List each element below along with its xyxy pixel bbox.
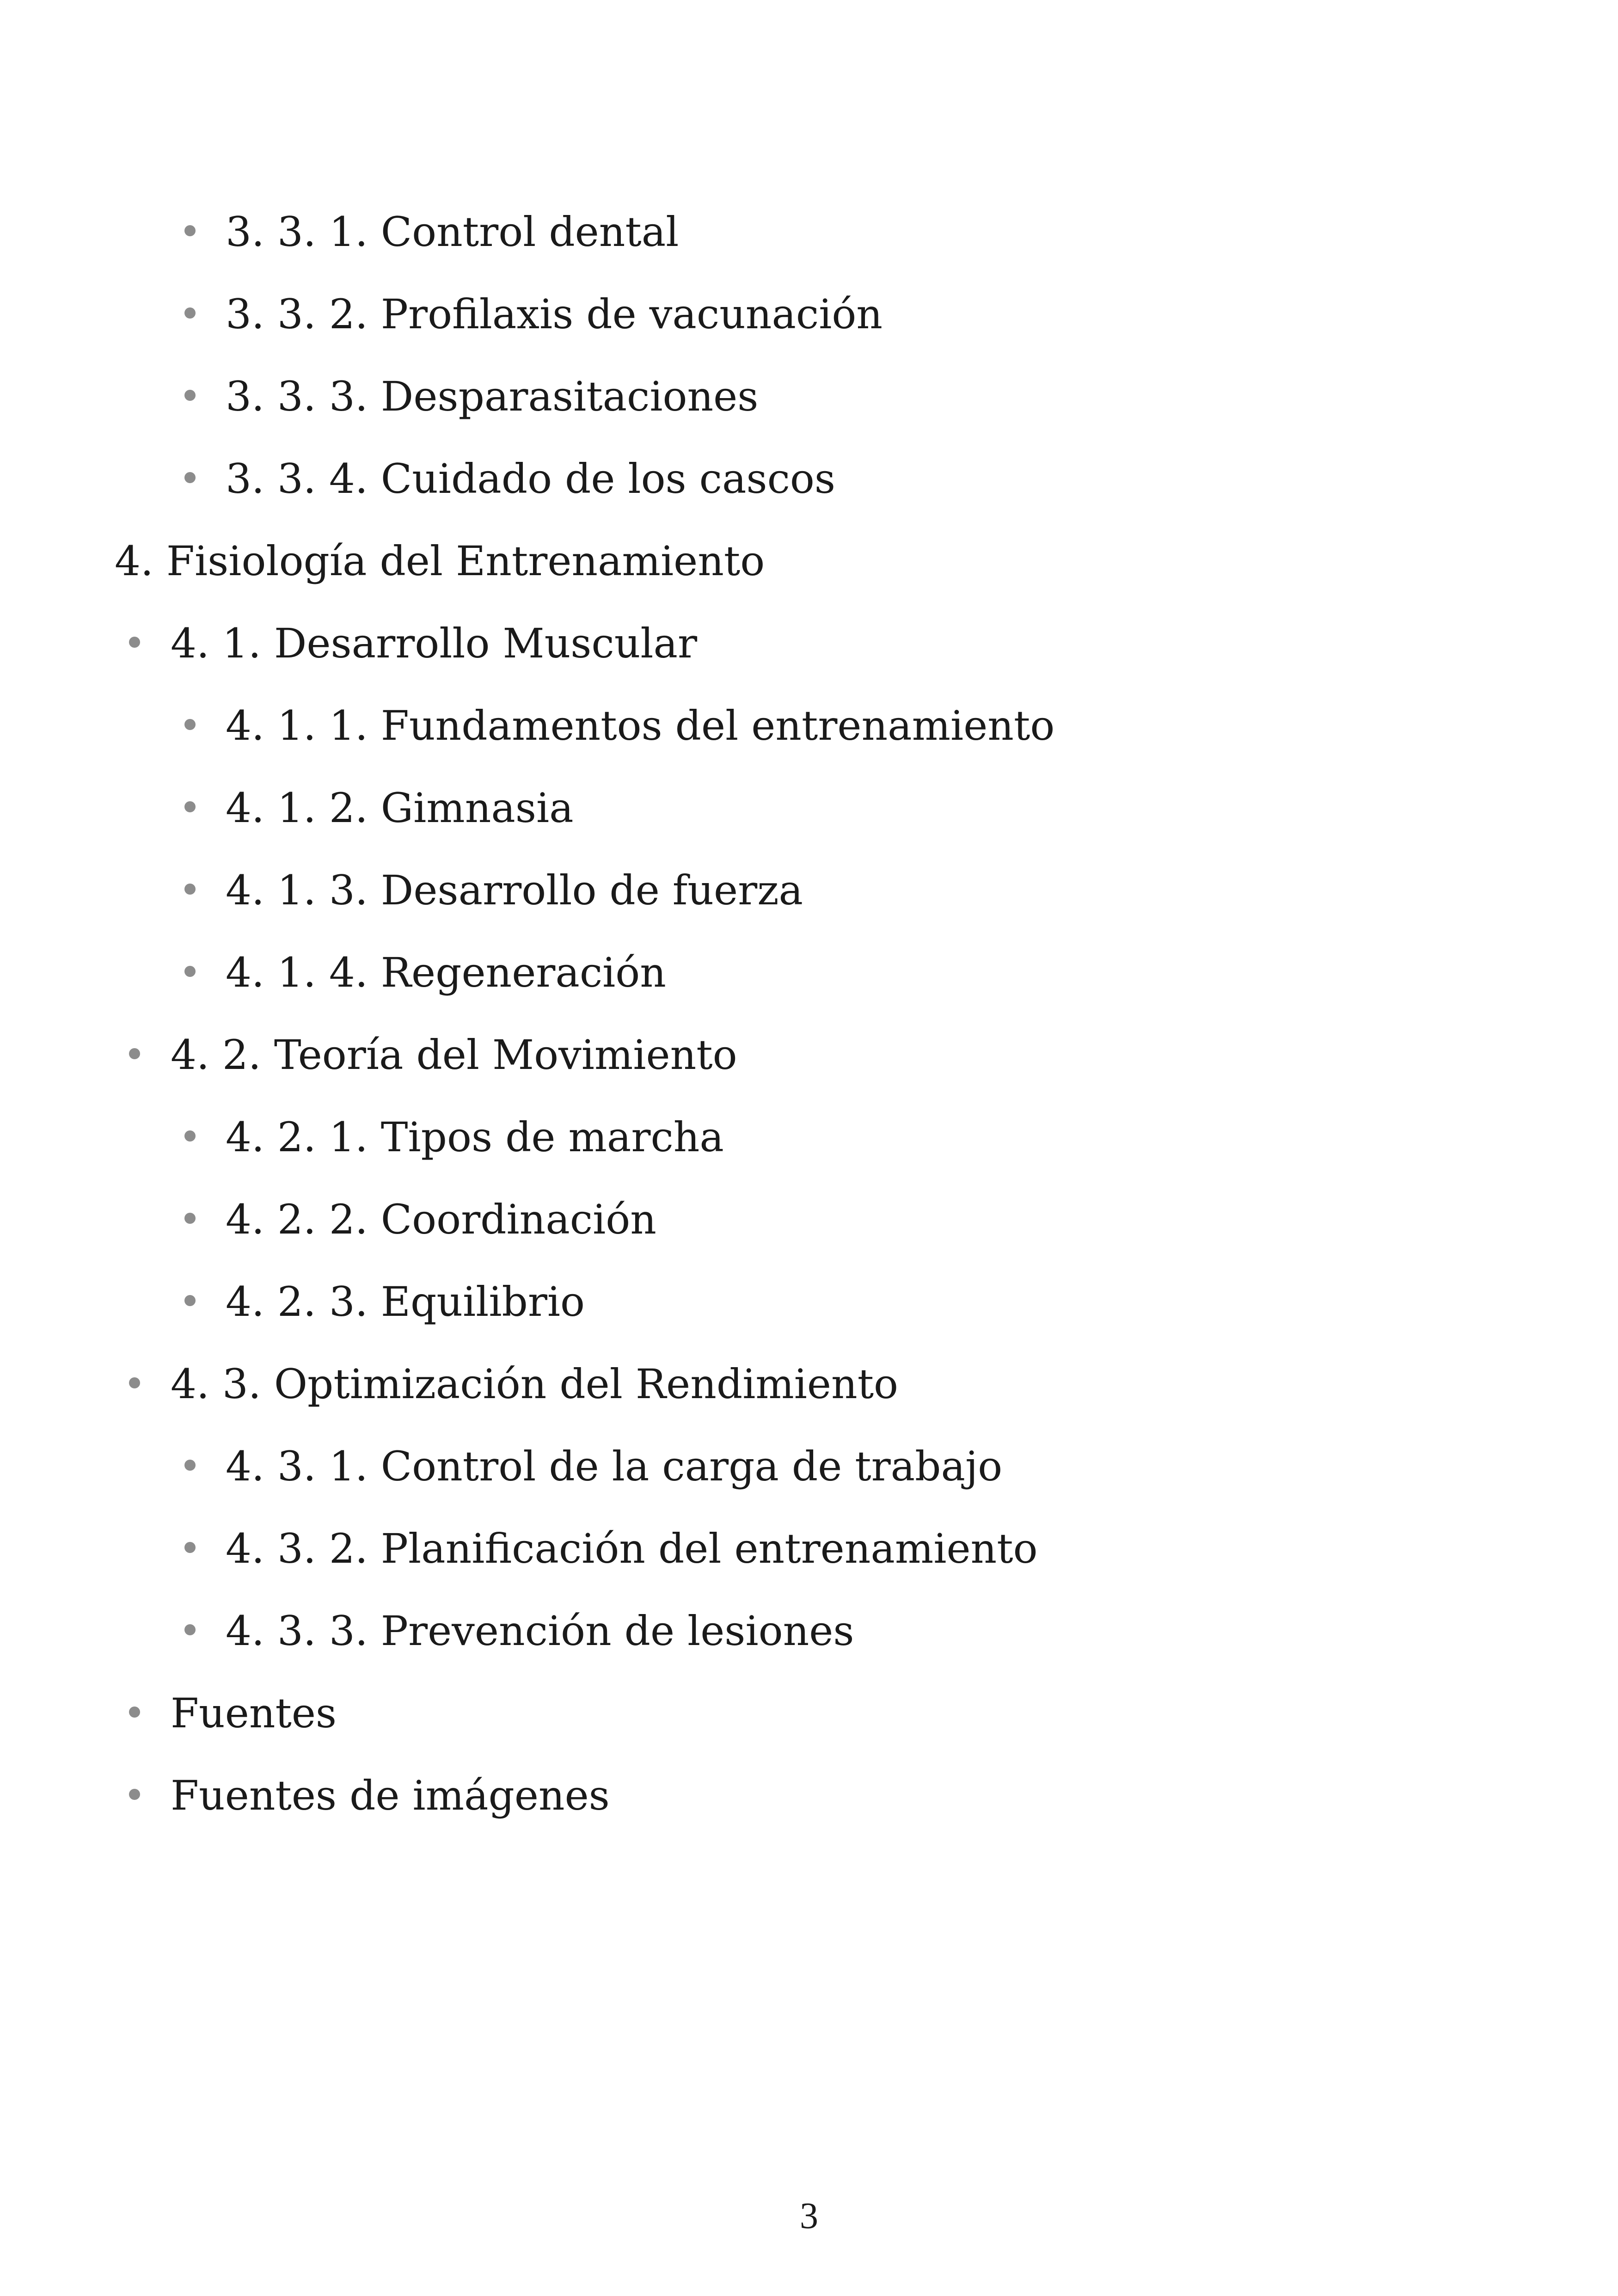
bullet-icon	[184, 1624, 196, 1635]
toc-entry[interactable]: 4. 1. Desarrollo Muscular	[171, 620, 698, 667]
bullet-icon	[129, 1377, 140, 1388]
bullet-icon	[184, 966, 196, 977]
toc-entry[interactable]: Fuentes de imágenes	[171, 1772, 610, 1819]
toc-entry[interactable]: 4. 1. 3. Desarrollo de fuerza	[226, 866, 803, 914]
toc-entry[interactable]: 4. 1. 4. Regeneración	[226, 949, 666, 996]
toc-chapter-heading[interactable]: 4. Fisiología del Entrenamiento	[115, 537, 765, 585]
bullet-icon	[184, 225, 196, 236]
toc-entry[interactable]: 3. 3. 1. Control dental	[226, 208, 679, 256]
toc-entry[interactable]: 4. 3. 2. Planificación del entrenamiento	[226, 1525, 1038, 1572]
page-number: 3	[800, 2196, 818, 2236]
toc-entry[interactable]: 3. 3. 2. Profilaxis de vacunación	[226, 290, 883, 338]
toc-entry[interactable]: 4. 2. 2. Coordinación	[226, 1196, 656, 1243]
toc-entry[interactable]: Fuentes	[171, 1689, 337, 1737]
toc-entry[interactable]: 4. 2. 3. Equilibrio	[226, 1278, 585, 1326]
bullet-icon	[184, 1130, 196, 1142]
bullet-icon	[184, 472, 196, 483]
toc-entry[interactable]: 4. 2. 1. Tipos de marcha	[226, 1113, 724, 1161]
toc-entry[interactable]: 4. 3. 3. Prevención de lesiones	[226, 1607, 854, 1655]
toc-entry[interactable]: 4. 3. Optimización del Rendimiento	[171, 1360, 899, 1408]
toc-entry[interactable]: 3. 3. 4. Cuidado de los cascos	[226, 455, 836, 503]
toc-entry[interactable]: 4. 3. 1. Control de la carga de trabajo	[226, 1443, 1003, 1490]
bullet-icon	[184, 884, 196, 895]
bullet-icon	[184, 801, 196, 812]
bullet-icon	[129, 1707, 140, 1718]
bullet-icon	[184, 307, 196, 319]
toc-entry[interactable]: 4. 2. Teoría del Movimiento	[171, 1031, 737, 1079]
bullet-icon	[129, 1789, 140, 1800]
bullet-icon	[129, 1048, 140, 1059]
bullet-icon	[184, 1213, 196, 1224]
toc-entry[interactable]: 3. 3. 3. Desparasitaciones	[226, 373, 759, 420]
bullet-icon	[184, 390, 196, 401]
bullet-icon	[184, 1295, 196, 1306]
toc-entry[interactable]: 4. 1. 1. Fundamentos del entrenamiento	[226, 702, 1055, 749]
bullet-icon	[184, 1542, 196, 1553]
bullet-icon	[184, 719, 196, 730]
bullet-icon	[129, 637, 140, 648]
bullet-icon	[184, 1460, 196, 1471]
toc-entry[interactable]: 4. 1. 2. Gimnasia	[226, 784, 574, 832]
